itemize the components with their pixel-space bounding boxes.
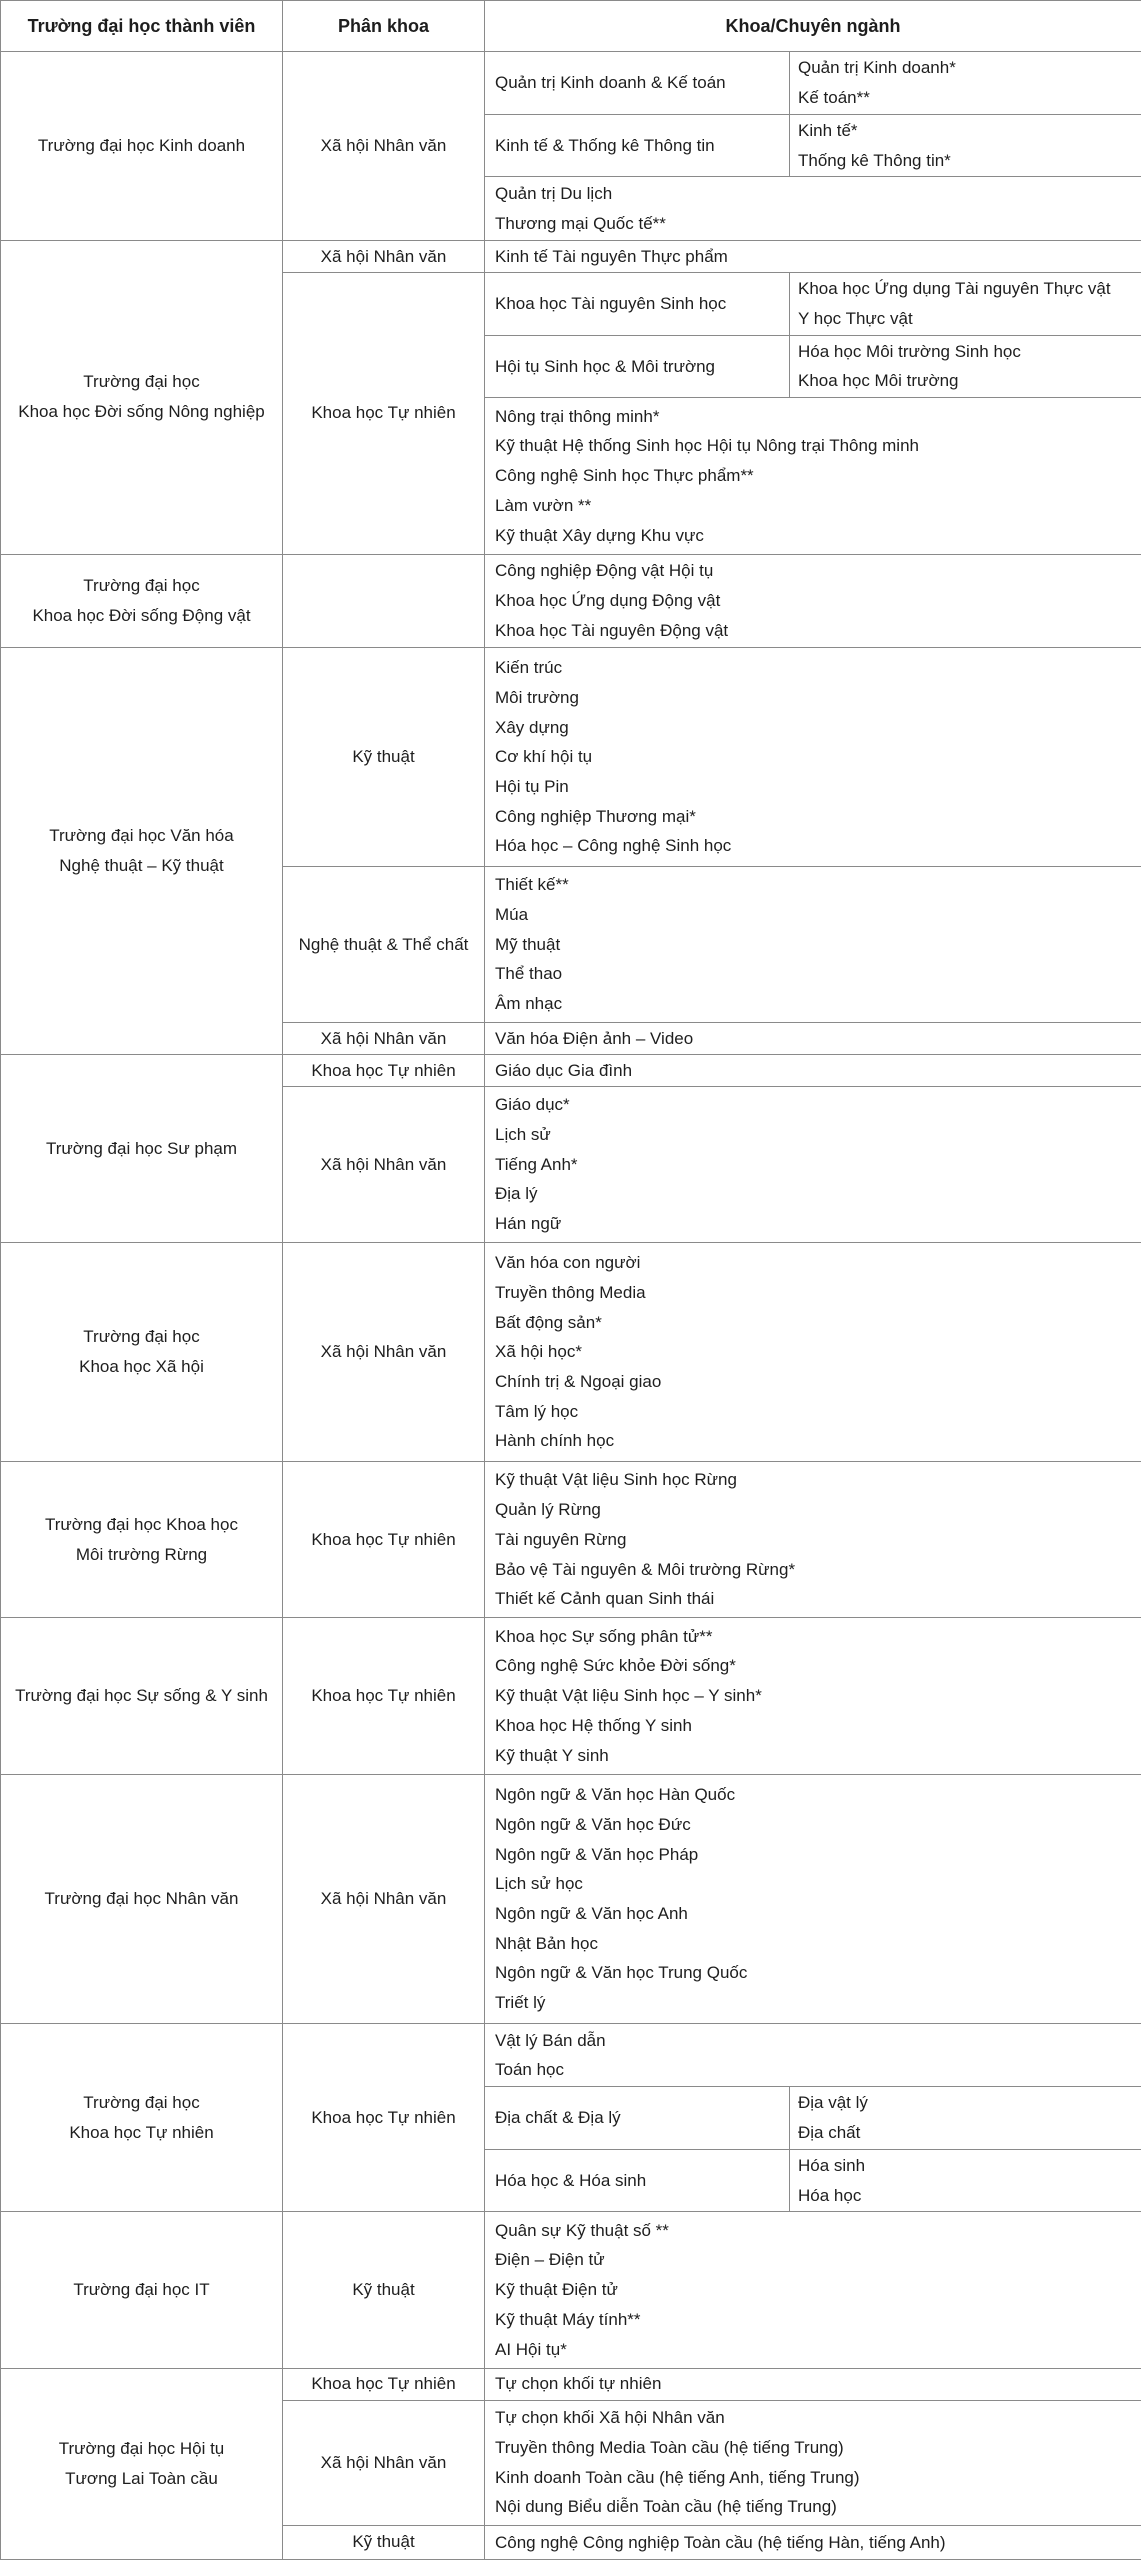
- major-name: AI Hội tụ*: [495, 2339, 567, 2359]
- division-name: Kỹ thuật: [352, 2532, 415, 2552]
- division-cell: [283, 1618, 485, 1774]
- major-cell: [485, 2525, 1141, 2559]
- specialization-name: Hóa sinh: [798, 2155, 866, 2175]
- major-cell: [485, 272, 790, 335]
- major-name: Quản lý Rừng: [495, 1500, 601, 1520]
- major-name: Thiết kế**: [495, 875, 569, 895]
- division-name: Xã hội Nhân văn: [320, 1342, 447, 1362]
- table-row: [1, 554, 1141, 648]
- division-name: Khoa học Tự nhiên: [311, 1060, 456, 1080]
- college-name: Khoa học Đời sống Động vật: [32, 605, 251, 625]
- major-name: Âm nhạc: [495, 994, 563, 1014]
- college-name: Trường đại học: [83, 372, 200, 392]
- division-name: Xã hội Nhân văn: [320, 1154, 447, 1174]
- division-name: Xã hội Nhân văn: [320, 2452, 447, 2472]
- division-name: Khoa học Tự nhiên: [311, 2374, 456, 2394]
- major-name: Quản trị Kinh doanh & Kế toán: [495, 72, 726, 92]
- major-name: Lịch sử học: [495, 1874, 583, 1894]
- college-name: Tương Lai Toàn cầu: [65, 2468, 218, 2488]
- major-name: Kỹ thuật Điện tử: [495, 2280, 618, 2300]
- major-name: Địa chất & Địa lý: [495, 2108, 621, 2128]
- major-name: Làm vườn **: [495, 495, 592, 515]
- major-name: Xây dựng: [495, 717, 569, 737]
- division-name: Xã hội Nhân văn: [320, 246, 447, 266]
- major-name: Xã hội học*: [495, 1342, 582, 1362]
- college-cell: [1, 554, 283, 648]
- college-cell: [1, 648, 283, 1055]
- major-name: Hội tụ Pin: [495, 776, 569, 796]
- specialization-cell: [790, 2149, 1141, 2212]
- major-name: Cơ khí hội tụ: [495, 747, 593, 767]
- table-row: [1, 648, 1141, 867]
- major-cell: [485, 2400, 1141, 2525]
- major-name: Điện – Điện tử: [495, 2250, 605, 2270]
- major-name: Khoa học Sự sống phân tử**: [495, 1626, 713, 1646]
- college-cell: [1, 1774, 283, 2024]
- major-name: Quản trị Du lịch: [495, 184, 613, 204]
- specialization-cell: [790, 2087, 1141, 2150]
- major-cell: [485, 177, 1141, 241]
- major-name: Toán học: [495, 2060, 564, 2080]
- college-cell: [1, 2368, 283, 2559]
- major-cell: [485, 1462, 1141, 1618]
- division-name: Khoa học Tự nhiên: [311, 1529, 456, 1549]
- specialization-name: Hóa học Môi trường Sinh học: [798, 341, 1021, 361]
- table-row: [1, 2368, 1141, 2400]
- major-name: Nông trại thông minh*: [495, 406, 660, 426]
- college-name: Trường đại học IT: [73, 2280, 210, 2300]
- college-name: Trường đại học: [83, 2092, 200, 2112]
- division-cell: [283, 2368, 485, 2400]
- division-cell: [283, 1086, 485, 1242]
- college-name: Trường đại học Nhân văn: [44, 1888, 239, 1908]
- division-cell: [283, 867, 485, 1023]
- division-name: Khoa học Tự nhiên: [311, 2107, 456, 2127]
- major-name: Công nghệ Sinh học Thực phẩm**: [495, 466, 754, 486]
- college-cell: [1, 1243, 283, 1462]
- major-name: Môi trường: [495, 687, 579, 707]
- major-name: Tâm lý học: [495, 1401, 579, 1421]
- major-name: Tự chọn khối Xã hội Nhân văn: [495, 2408, 725, 2428]
- major-name: Kỹ thuật Vật liệu Sinh học Rừng: [495, 1470, 737, 1490]
- college-name: Trường đại học Kinh doanh: [37, 136, 246, 156]
- major-name: Hán ngữ: [495, 1214, 562, 1234]
- college-name: Khoa học Xã hội: [79, 1357, 204, 1377]
- major-name: Quân sự Kỹ thuật số **: [495, 2220, 669, 2240]
- table-row: [1, 2212, 1141, 2368]
- major-name: Truyền thông Media: [495, 1282, 646, 1302]
- major-name: Khoa học Tài nguyên Động vật: [495, 620, 729, 640]
- college-name: Trường đại học: [83, 575, 200, 595]
- major-name: Thể thao: [495, 964, 563, 984]
- major-cell: [485, 2087, 790, 2150]
- major-name: Kỹ thuật Máy tính**: [495, 2309, 641, 2329]
- major-name: Nhật Bản học: [495, 1933, 599, 1953]
- college-cell: [1, 1618, 283, 1774]
- major-name: Kỹ thuật Xây dựng Khu vực: [495, 525, 704, 545]
- specialization-name: Quản trị Kinh doanh*: [798, 58, 956, 78]
- major-cell: [485, 1023, 1141, 1055]
- major-name: Tài nguyên Rừng: [495, 1529, 627, 1549]
- specialization-name: Kế toán**: [798, 87, 870, 107]
- division-cell: [283, 1774, 485, 2024]
- college-name: Trường đại học Khoa học: [45, 1514, 238, 1534]
- specialization-name: Kinh tế*: [798, 120, 858, 140]
- major-name: Văn hóa Điện ảnh – Video: [495, 1028, 694, 1048]
- college-name: Nghệ thuật – Kỹ thuật: [59, 856, 224, 876]
- major-name: Giáo dục*: [495, 1095, 570, 1115]
- division-name: Xã hội Nhân văn: [320, 1888, 447, 1908]
- major-name: Bất động sản*: [495, 1312, 602, 1332]
- division-cell: [283, 1055, 485, 1087]
- table-row: [1, 1774, 1141, 2024]
- specialization-cell: [790, 272, 1141, 335]
- college-cell: [1, 241, 283, 554]
- major-name: Công nghiệp Thương mại*: [495, 806, 696, 826]
- major-name: Ngôn ngữ & Văn học Pháp: [495, 1844, 699, 1864]
- major-cell: [485, 2149, 790, 2212]
- division-name: Khoa học Tự nhiên: [311, 1685, 456, 1705]
- specialization-name: Địa vật lý: [798, 2093, 868, 2113]
- major-name: Tự chọn khối tự nhiên: [495, 2374, 662, 2394]
- college-cell: [1, 2024, 283, 2212]
- major-name: Kinh tế & Thống kê Thông tin: [495, 135, 715, 155]
- division-cell: [283, 554, 485, 648]
- major-cell: [485, 2212, 1141, 2368]
- division-cell: [283, 2525, 485, 2559]
- division-name: Xã hội Nhân văn: [320, 136, 447, 156]
- header-major: Khoa/Chuyên ngành: [485, 1, 1141, 52]
- major-name: Thiết kế Cảnh quan Sinh thái: [495, 1589, 715, 1609]
- college-name: Trường đại học Hội tụ: [58, 2438, 225, 2458]
- major-cell: [485, 554, 1141, 648]
- college-name: Trường đại học: [83, 1327, 200, 1347]
- major-cell: [485, 1086, 1141, 1242]
- specialization-cell: [790, 52, 1141, 115]
- specialization-name: Hóa học: [798, 2185, 862, 2205]
- major-name: Chính trị & Ngoại giao: [495, 1372, 662, 1392]
- major-name: Ngôn ngữ & Văn học Đức: [495, 1814, 691, 1834]
- major-cell: [485, 1243, 1141, 1462]
- division-name: Kỹ thuật: [352, 747, 415, 767]
- header-college: Trường đại học thành viên: [1, 1, 283, 52]
- college-name: Khoa học Tự nhiên: [69, 2122, 214, 2142]
- table-header-row: [1, 1, 1141, 52]
- major-cell: [485, 2024, 1141, 2087]
- division-cell: [283, 52, 485, 241]
- major-name: Công nghệ Công nghiệp Toàn cầu (hệ tiếng Hàn, tiếng Anh): [495, 2532, 946, 2552]
- major-name: Khoa học Hệ thống Y sinh: [495, 1715, 692, 1735]
- major-name: Khoa học Tài nguyên Sinh học: [495, 293, 727, 313]
- division-cell: [283, 272, 485, 554]
- table-row: [1, 2024, 1141, 2087]
- major-name: Hành chính học: [495, 1431, 615, 1451]
- major-name: Công nghiệp Động vật Hội tụ: [495, 561, 714, 581]
- college-name: Trường đại học Sư phạm: [45, 1138, 238, 1158]
- division-name: Xã hội Nhân văn: [320, 1028, 447, 1048]
- major-cell: [485, 52, 790, 115]
- major-name: Kỹ thuật Y sinh: [495, 1745, 609, 1765]
- major-name: Địa lý: [495, 1184, 538, 1204]
- major-cell: [485, 241, 1141, 273]
- division-cell: [283, 1023, 485, 1055]
- specialization-cell: [790, 335, 1141, 398]
- college-name: Môi trường Rừng: [75, 1544, 208, 1564]
- specialization-name: Thống kê Thông tin*: [798, 150, 951, 170]
- table-row: [1, 1243, 1141, 1462]
- table-row: [1, 1055, 1141, 1087]
- division-cell: [283, 2400, 485, 2525]
- college-name: Trường đại học Sự sống & Y sinh: [15, 1685, 268, 1705]
- major-name: Ngôn ngữ & Văn học Hàn Quốc: [495, 1785, 736, 1805]
- major-cell: [485, 1774, 1141, 2024]
- division-cell: [283, 1462, 485, 1618]
- specialization-name: Khoa học Ứng dụng Tài nguyên Thực vật: [798, 279, 1111, 299]
- division-name: Khoa học Tự nhiên: [311, 403, 456, 423]
- division-name: Kỹ thuật: [352, 2280, 415, 2300]
- division-cell: [283, 241, 485, 273]
- major-name: Vật lý Bán dẫn: [495, 2030, 606, 2050]
- major-name: Triết lý: [495, 1993, 546, 2013]
- major-name: Công nghệ Sức khỏe Đời sống*: [495, 1656, 736, 1676]
- major-cell: [485, 114, 790, 177]
- college-cell: [1, 1462, 283, 1618]
- college-name: Khoa học Đời sống Nông nghiệp: [18, 402, 265, 422]
- major-cell: [485, 335, 790, 398]
- college-cell: [1, 1055, 283, 1243]
- specialization-cell: [790, 114, 1141, 177]
- division-cell: [283, 2024, 485, 2212]
- table-row: [1, 1462, 1141, 1618]
- major-name: Truyền thông Media Toàn cầu (hệ tiếng Trung): [495, 2438, 844, 2457]
- college-name: Trường đại học Văn hóa: [49, 826, 234, 846]
- major-name: Bảo vệ Tài nguyên & Môi trường Rừng*: [495, 1559, 796, 1579]
- table-row: [1, 1618, 1141, 1774]
- major-name: Kỹ thuật Vật liệu Sinh học – Y sinh*: [495, 1686, 762, 1706]
- division-cell: [283, 1243, 485, 1462]
- division-cell: [283, 648, 485, 867]
- specialization-name: Y học Thực vật: [798, 308, 913, 328]
- major-name: Thương mại Quốc tế**: [495, 213, 666, 233]
- table-row: [1, 241, 1141, 273]
- college-cell: [1, 52, 283, 241]
- major-name: Nội dung Biểu diễn Toàn cầu (hệ tiếng Trung): [495, 2497, 837, 2517]
- header-division: Phân khoa: [283, 1, 485, 52]
- major-name: Múa: [495, 905, 529, 925]
- major-cell: [485, 1618, 1141, 1774]
- major-name: Hóa học – Công nghệ Sinh học: [495, 836, 732, 856]
- major-name: Khoa học Ứng dụng Động vật: [495, 590, 721, 610]
- division-name: Nghệ thuật & Thể chất: [298, 934, 469, 954]
- major-cell: [485, 398, 1141, 554]
- major-name: Văn hóa con người: [495, 1253, 641, 1273]
- major-name: Ngôn ngữ & Văn học Anh: [495, 1903, 688, 1923]
- major-name: Hóa học & Hóa sinh: [495, 2170, 647, 2190]
- major-cell: [485, 648, 1141, 867]
- major-name: Lịch sử: [495, 1125, 551, 1145]
- major-name: Kinh doanh Toàn cầu (hệ tiếng Anh, tiếng Trung): [495, 2467, 860, 2487]
- major-name: Mỹ thuật: [495, 934, 561, 954]
- major-name: Hội tụ Sinh học & Môi trường: [495, 356, 716, 376]
- table-row: [1, 52, 1141, 115]
- major-name: Tiếng Anh*: [495, 1154, 578, 1174]
- major-name: Kỹ thuật Hệ thống Sinh học Hội tụ Nông trại Thông minh: [495, 436, 919, 456]
- major-cell: [485, 867, 1141, 1023]
- major-name: Kiến trúc: [495, 658, 563, 678]
- college-cell: [1, 2212, 283, 2368]
- major-name: Kinh tế Tài nguyên Thực phẩm: [495, 246, 728, 266]
- division-cell: [283, 2212, 485, 2368]
- specialization-name: Khoa học Môi trường: [798, 371, 959, 391]
- major-cell: [485, 2368, 1141, 2400]
- major-name: Giáo dục Gia đình: [495, 1060, 633, 1080]
- major-cell: [485, 1055, 1141, 1087]
- specialization-name: Địa chất: [798, 2122, 861, 2142]
- major-name: Ngôn ngữ & Văn học Trung Quốc: [495, 1963, 748, 1983]
